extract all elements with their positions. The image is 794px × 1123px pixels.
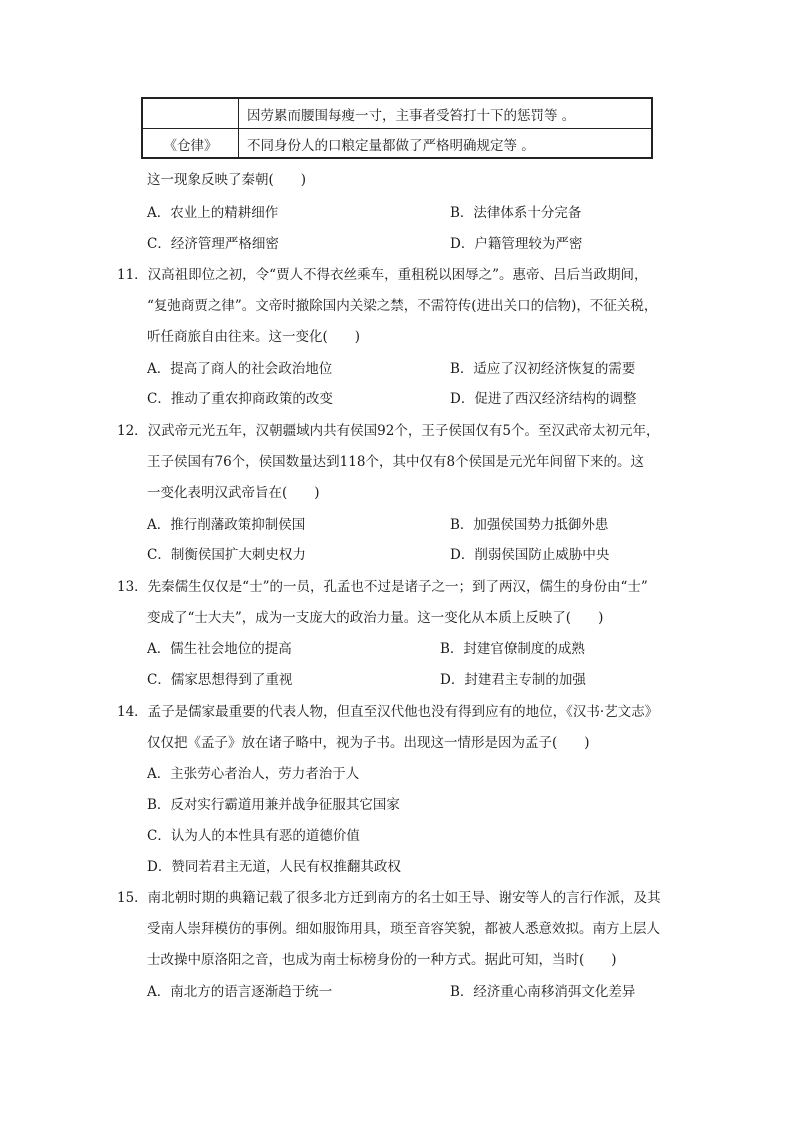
question-13-stem-line-1: 13．先秦儒生仅仅是“士”的一员，孔孟也不过是诸子之一；到了两汉，儒生的身份由“士” [117, 579, 648, 595]
question-11-option-d: D．促进了西汉经济结构的调整 [450, 391, 637, 407]
question-12-stem-line-2: 王子侯国有76个，侯国数量达到118个，其中仅有8个侯国是元光年间留下来的。这 [147, 454, 645, 470]
question-15-option-a: A．南北方的语言逐渐趋于统一 [147, 984, 333, 1000]
table-row [143, 129, 651, 159]
question-14-option-b: B．反对实行霸道用兼并战争征服其它国家 [147, 797, 400, 813]
question-10-stem: 这一现象反映了秦朝( ) [147, 172, 307, 188]
question-14-option-d: D．赞同若君主无道，人民有权推翻其政权 [147, 859, 401, 875]
question-15-stem-line-3: 士改操中原洛阳之音，也成为南士标榜身份的一种方式。据此可知，当时( ) [147, 952, 617, 968]
question-15-stem-line-1: 15．南北朝时期的典籍记载了很多北方迁到南方的名士如王导、谢安等人的言行作派，及其 [117, 890, 661, 906]
question-14-stem-line-1: 14．孟子是儒家最重要的代表人物，但直至汉代他也没有得到应有的地位，《汉书·艺文志》 [117, 704, 659, 720]
question-12-option-d: D．削弱侯国防止威胁中央 [450, 547, 610, 563]
table-row [143, 99, 651, 129]
law-table [141, 97, 653, 159]
question-12-option-b: B．加强侯国势力抵御外患 [450, 517, 609, 533]
table-cell-content: 不同身份人的口粮定量都做了严格明确规定等 。 [247, 138, 535, 154]
table-cell-content: 因劳累而腰围每瘦一寸，主事者受笞打十下的惩罚等 。 [247, 107, 576, 124]
question-14-stem-line-2: 仅仅把《孟子》放在诸子略中，视为子书。出现这一情形是因为孟子( ) [147, 735, 590, 751]
question-10-option-b: B．法律体系十分完备 [450, 205, 582, 221]
question-10-option-c: C．经济管理严格细密 [147, 236, 279, 252]
question-12-option-c: C．制衡侯国扩大刺史权力 [147, 547, 306, 563]
question-11-option-a: A．提高了商人的社会政治地位 [147, 361, 333, 377]
question-11-option-c: C．推动了重农抑商政策的改变 [147, 391, 333, 407]
question-10-option-d: D．户籍管理较为严密 [450, 236, 583, 252]
table-cell-label [143, 99, 239, 128]
question-12-stem-line-1: 12．汉武帝元光五年，汉朝疆域内共有侯国92个，王子侯国仅有5个。至汉武帝太初元年， [117, 423, 660, 439]
question-12-stem-line-3: 一变化表明汉武帝旨在( ) [147, 485, 320, 501]
question-12-option-a: A．推行削藩政策抑制侯国 [147, 517, 306, 533]
question-13-stem-line-2: 变成了“士大夫”，成为一支庞大的政治力量。这一变化从本质上反映了( ) [147, 610, 604, 626]
question-11-stem-line-2: “复弛商贾之律”。文帝时撤除国内关梁之禁，不需符传(进出关口的信物)，不征关税， [147, 298, 658, 314]
question-13-option-a: A．儒生社会地位的提高 [147, 641, 292, 657]
table-cell-label: 《仓律》 [143, 129, 239, 159]
question-11-stem-line-3: 听任商旅自由往来。这一变化( ) [147, 329, 361, 345]
question-15-option-b: B．经济重心南移消弭文化差异 [450, 984, 636, 1000]
question-10-option-a: A．农业上的精耕细作 [147, 205, 279, 221]
question-15-stem-line-2: 受南人崇拜模仿的事例。细如服饰用具，琐至音容笑貌，都被人悉意效拟。南方上层人 [147, 921, 660, 937]
question-13-option-d: D．封建君主专制的加强 [440, 672, 586, 688]
question-11-option-b: B．适应了汉初经济恢复的需要 [450, 361, 636, 377]
question-14-option-a: A．主张劳心者治人，劳力者治于人 [147, 766, 360, 782]
question-13-option-b: B．封建官僚制度的成熟 [440, 641, 585, 657]
question-14-option-c: C．认为人的本性具有恶的道德价值 [147, 828, 360, 844]
question-13-option-c: C．儒家思想得到了重视 [147, 672, 293, 688]
question-11-stem-line-1: 11．汉高祖即位之初，令“贾人不得衣丝乘车，重租税以困辱之”。惠帝、吕后当政期间， [117, 267, 648, 283]
